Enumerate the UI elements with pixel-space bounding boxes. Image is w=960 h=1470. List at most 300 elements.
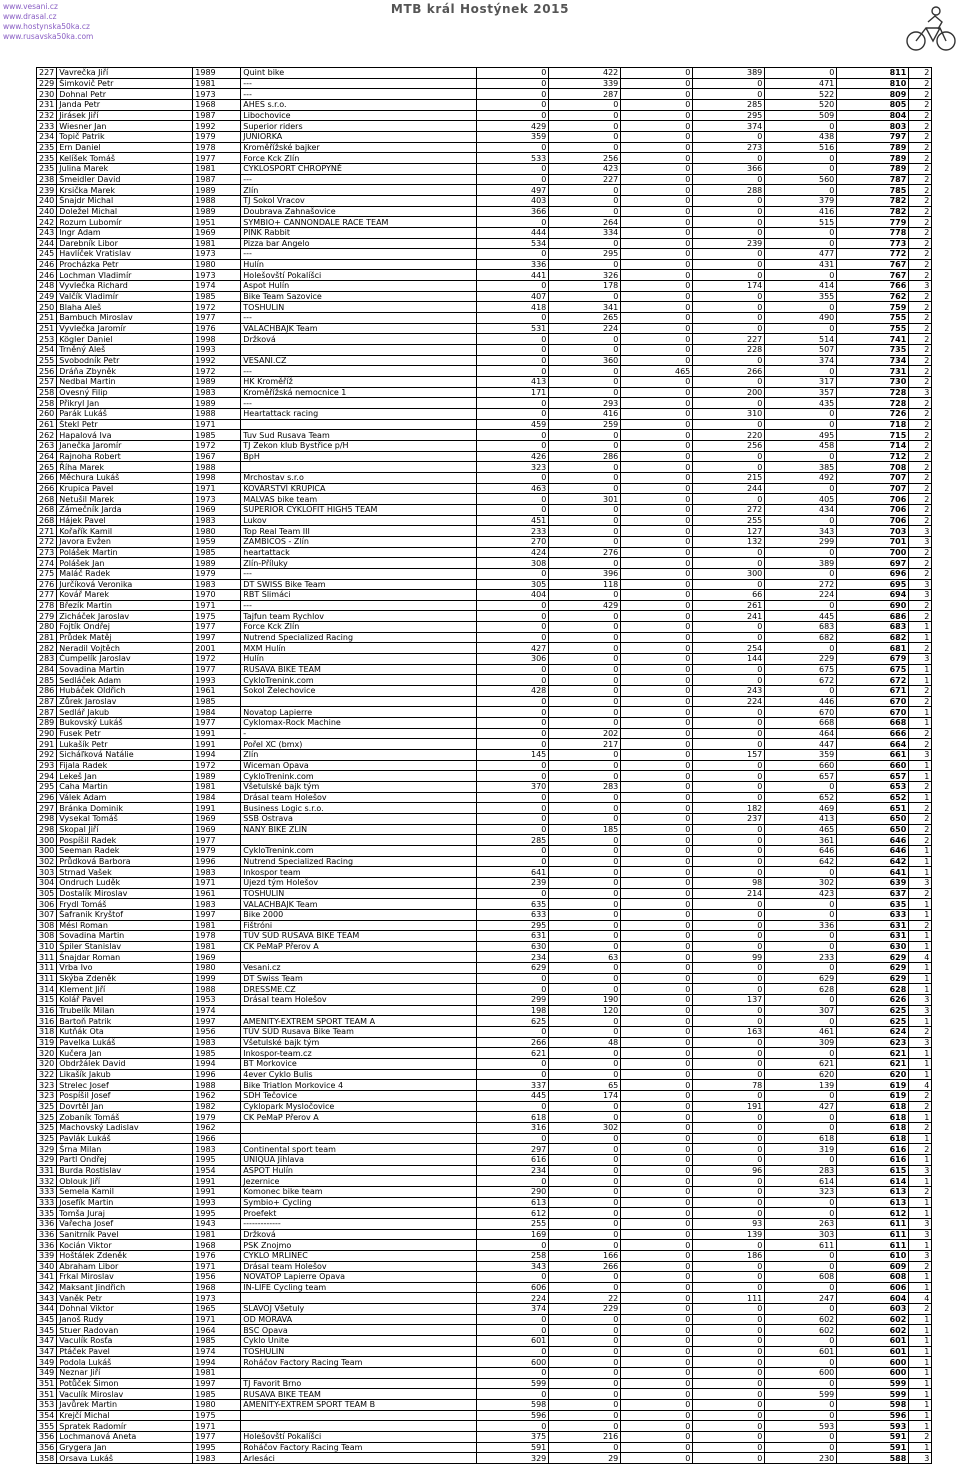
- header-link[interactable]: www.rusavska50ka.com: [3, 32, 94, 41]
- year-cell: 1975: [193, 1410, 241, 1421]
- table-row: [37, 1229, 932, 1240]
- team-cell: Zlín: [241, 750, 477, 761]
- name-cell: Spratek Radomír: [57, 1421, 193, 1432]
- count-cell: 2: [909, 600, 932, 611]
- race4-cell: 0: [693, 1304, 765, 1315]
- rank-cell: 283: [37, 654, 57, 665]
- race3-cell: 0: [621, 835, 693, 846]
- race3-cell: 0: [621, 1421, 693, 1432]
- table-row: [37, 1208, 932, 1219]
- table-row: [37, 1186, 932, 1197]
- count-cell: 1: [909, 1154, 932, 1165]
- count-cell: 2: [909, 366, 932, 377]
- total-cell: 628: [837, 984, 909, 995]
- total-cell: 805: [837, 99, 909, 110]
- race4-cell: 0: [693, 1048, 765, 1059]
- team-cell: Držková: [241, 1229, 477, 1240]
- table-row: [37, 952, 932, 963]
- race2-cell: 0: [549, 536, 621, 547]
- race5-cell: 319: [765, 1144, 837, 1155]
- race2-cell: 0: [549, 899, 621, 910]
- race3-cell: 0: [621, 174, 693, 185]
- name-cell: Wiesner Jan: [57, 121, 193, 132]
- total-cell: 601: [837, 1336, 909, 1347]
- table-row: [37, 718, 932, 729]
- race1-cell: 534: [477, 238, 549, 249]
- race3-cell: 0: [621, 1240, 693, 1251]
- team-cell: Kroměřížské bajker: [241, 142, 477, 153]
- total-cell: 701: [837, 536, 909, 547]
- race3-cell: 0: [621, 1272, 693, 1283]
- count-cell: 4: [909, 1293, 932, 1304]
- total-cell: 599: [837, 1389, 909, 1400]
- name-cell: Polášek Jan: [57, 558, 193, 569]
- race3-cell: 0: [621, 952, 693, 963]
- race2-cell: 0: [549, 707, 621, 718]
- total-cell: 621: [837, 1048, 909, 1059]
- race3-cell: 0: [621, 931, 693, 942]
- total-cell: 728: [837, 398, 909, 409]
- team-cell: BpH: [241, 451, 477, 462]
- team-cell: Nutrend Specialized Racing: [241, 856, 477, 867]
- race2-cell: 0: [549, 654, 621, 665]
- race1-cell: 0: [477, 1325, 549, 1336]
- race4-cell: 0: [693, 941, 765, 952]
- name-cell: Zobaník Tomáš: [57, 1112, 193, 1123]
- race4-cell: 0: [693, 579, 765, 590]
- race1-cell: 255: [477, 1218, 549, 1229]
- total-cell: 766: [837, 281, 909, 292]
- team-cell: ---: [241, 366, 477, 377]
- rank-cell: 345: [37, 1325, 57, 1336]
- rank-cell: 243: [37, 227, 57, 238]
- race4-cell: 0: [693, 718, 765, 729]
- rank-cell: 258: [37, 387, 57, 398]
- rank-cell: 244: [37, 238, 57, 249]
- table-row: [37, 803, 932, 814]
- team-cell: Komonec bike team: [241, 1186, 477, 1197]
- race1-cell: 266: [477, 1037, 549, 1048]
- race2-cell: 0: [549, 483, 621, 494]
- race4-cell: 0: [693, 1112, 765, 1123]
- total-cell: 787: [837, 174, 909, 185]
- team-cell: Proefekt: [241, 1208, 477, 1219]
- race2-cell: 0: [549, 696, 621, 707]
- year-cell: 1989: [193, 558, 241, 569]
- race2-cell: 0: [549, 675, 621, 686]
- name-cell: Hubáček Oldřich: [57, 686, 193, 697]
- table-row: [37, 1240, 932, 1251]
- race4-cell: 0: [693, 1421, 765, 1432]
- header-link[interactable]: www.vesani.cz: [3, 2, 58, 11]
- race1-cell: 359: [477, 131, 549, 142]
- name-cell: Procházka Petr: [57, 259, 193, 270]
- rank-cell: 266: [37, 472, 57, 483]
- table-row: [37, 931, 932, 942]
- count-cell: 2: [909, 835, 932, 846]
- race1-cell: 0: [477, 504, 549, 515]
- count-cell: 2: [909, 696, 932, 707]
- race5-cell: 683: [765, 622, 837, 633]
- total-cell: 650: [837, 813, 909, 824]
- year-cell: 1989: [193, 185, 241, 196]
- race1-cell: 591: [477, 1442, 549, 1453]
- count-cell: 2: [909, 558, 932, 569]
- race4-cell: 310: [693, 409, 765, 420]
- race1-cell: 306: [477, 654, 549, 665]
- total-cell: 646: [837, 835, 909, 846]
- count-cell: 3: [909, 281, 932, 292]
- race4-cell: 288: [693, 185, 765, 196]
- race3-cell: 0: [621, 153, 693, 164]
- race2-cell: 0: [549, 1240, 621, 1251]
- race4-cell: 0: [693, 760, 765, 771]
- race3-cell: 0: [621, 888, 693, 899]
- year-cell: 1971: [193, 600, 241, 611]
- count-cell: 1: [909, 1133, 932, 1144]
- count-cell: 3: [909, 590, 932, 601]
- race4-cell: 0: [693, 1186, 765, 1197]
- rank-cell: 339: [37, 1250, 57, 1261]
- name-cell: Vaculík Rosťa: [57, 1336, 193, 1347]
- race2-cell: 0: [549, 1112, 621, 1123]
- race3-cell: 0: [621, 494, 693, 505]
- total-cell: 609: [837, 1261, 909, 1272]
- race4-cell: 0: [693, 835, 765, 846]
- count-cell: 1: [909, 1378, 932, 1389]
- race2-cell: 0: [549, 792, 621, 803]
- race5-cell: 600: [765, 1368, 837, 1379]
- race1-cell: 497: [477, 185, 549, 196]
- total-cell: 714: [837, 440, 909, 451]
- rank-cell: 298: [37, 824, 57, 835]
- team-cell: [241, 462, 477, 473]
- race3-cell: 0: [621, 99, 693, 110]
- team-cell: RUSAVA BIKE TEAM: [241, 664, 477, 675]
- name-cell: Topič Patrik: [57, 131, 193, 142]
- race4-cell: 0: [693, 462, 765, 473]
- race5-cell: 629: [765, 973, 837, 984]
- total-cell: 675: [837, 664, 909, 675]
- race5-cell: 0: [765, 238, 837, 249]
- name-cell: Vyvlečka Richard: [57, 281, 193, 292]
- race5-cell: 359: [765, 750, 837, 761]
- race5-cell: 0: [765, 995, 837, 1006]
- race3-cell: 0: [621, 696, 693, 707]
- race4-cell: 99: [693, 952, 765, 963]
- team-cell: TJ Favorit Brno: [241, 1378, 477, 1389]
- rank-cell: 333: [37, 1186, 57, 1197]
- race4-cell: 0: [693, 355, 765, 366]
- name-cell: Válek Adam: [57, 792, 193, 803]
- race5-cell: 0: [765, 1282, 837, 1293]
- year-cell: 1999: [193, 973, 241, 984]
- race4-cell: 0: [693, 856, 765, 867]
- race1-cell: 0: [477, 110, 549, 121]
- count-cell: 2: [909, 547, 932, 558]
- name-cell: Kögler Daniel: [57, 334, 193, 345]
- count-cell: 2: [909, 611, 932, 622]
- year-cell: 1998: [193, 334, 241, 345]
- rank-cell: 253: [37, 334, 57, 345]
- rank-cell: 258: [37, 398, 57, 409]
- race1-cell: 0: [477, 334, 549, 345]
- race5-cell: 416: [765, 206, 837, 217]
- year-cell: 1969: [193, 813, 241, 824]
- count-cell: 1: [909, 1325, 932, 1336]
- race5-cell: 0: [765, 1400, 837, 1411]
- name-cell: Sedlář Jakub: [57, 707, 193, 718]
- team-cell: AHES s.r.o.: [241, 99, 477, 110]
- total-cell: 789: [837, 142, 909, 153]
- race4-cell: 0: [693, 920, 765, 931]
- race3-cell: 0: [621, 323, 693, 334]
- race2-cell: 0: [549, 526, 621, 537]
- total-cell: 614: [837, 1176, 909, 1187]
- rank-cell: 296: [37, 792, 57, 803]
- rank-cell: 292: [37, 750, 57, 761]
- race1-cell: 424: [477, 547, 549, 558]
- count-cell: 2: [909, 302, 932, 313]
- year-cell: 1953: [193, 995, 241, 1006]
- year-cell: 1981: [193, 941, 241, 952]
- year-cell: 1988: [193, 409, 241, 420]
- total-cell: 707: [837, 483, 909, 494]
- count-cell: 1: [909, 845, 932, 856]
- table-row: [37, 195, 932, 206]
- team-cell: TOSHULIN: [241, 1346, 477, 1357]
- total-cell: 697: [837, 558, 909, 569]
- year-cell: 1943: [193, 1218, 241, 1229]
- race5-cell: 0: [765, 409, 837, 420]
- race2-cell: 63: [549, 952, 621, 963]
- header-link[interactable]: www.drasal.cz: [3, 12, 57, 21]
- rank-cell: 325: [37, 1112, 57, 1123]
- table-row: [37, 1378, 932, 1389]
- race1-cell: 323: [477, 462, 549, 473]
- race5-cell: 0: [765, 68, 837, 79]
- race5-cell: 0: [765, 270, 837, 281]
- year-cell: 1979: [193, 131, 241, 142]
- team-cell: Hulín: [241, 654, 477, 665]
- table-row: [37, 899, 932, 910]
- race2-cell: 0: [549, 1421, 621, 1432]
- name-cell: Průdek Matěj: [57, 632, 193, 643]
- table-row: [37, 323, 932, 334]
- race5-cell: 230: [765, 1453, 837, 1464]
- race4-cell: 244: [693, 483, 765, 494]
- total-cell: 706: [837, 504, 909, 515]
- team-cell: Drásal team Holešov: [241, 1261, 477, 1272]
- race2-cell: 0: [549, 590, 621, 601]
- total-cell: 666: [837, 728, 909, 739]
- race5-cell: 0: [765, 941, 837, 952]
- year-cell: 1997: [193, 909, 241, 920]
- race5-cell: 0: [765, 568, 837, 579]
- race5-cell: 0: [765, 451, 837, 462]
- race4-cell: 261: [693, 600, 765, 611]
- total-cell: 706: [837, 515, 909, 526]
- race1-cell: 635: [477, 899, 549, 910]
- race3-cell: 0: [621, 1080, 693, 1091]
- race4-cell: 0: [693, 771, 765, 782]
- race2-cell: 0: [549, 686, 621, 697]
- team-cell: Bike Triatlon Morkovice 4: [241, 1080, 477, 1091]
- name-cell: Blaha Aleš: [57, 302, 193, 313]
- race5-cell: 427: [765, 1101, 837, 1112]
- total-cell: 679: [837, 654, 909, 665]
- table-row: [37, 515, 932, 526]
- year-cell: 1985: [193, 291, 241, 302]
- race2-cell: 0: [549, 238, 621, 249]
- year-cell: 1969: [193, 952, 241, 963]
- race4-cell: 0: [693, 131, 765, 142]
- table-row: [37, 909, 932, 920]
- race3-cell: 0: [621, 792, 693, 803]
- race5-cell: 660: [765, 760, 837, 771]
- race2-cell: 0: [549, 1389, 621, 1400]
- race4-cell: 0: [693, 1346, 765, 1357]
- name-cell: Obdržálek David: [57, 1059, 193, 1070]
- race2-cell: 265: [549, 313, 621, 324]
- table-row: [37, 440, 932, 451]
- race5-cell: 307: [765, 1005, 837, 1016]
- year-cell: 1956: [193, 1272, 241, 1283]
- table-row: [37, 1101, 932, 1112]
- count-cell: 2: [909, 781, 932, 792]
- team-cell: Continental sport team: [241, 1144, 477, 1155]
- rank-cell: 231: [37, 99, 57, 110]
- race4-cell: 0: [693, 1197, 765, 1208]
- race4-cell: 0: [693, 845, 765, 856]
- team-cell: ASPOT Hulín: [241, 1165, 477, 1176]
- name-cell: Lochman Vladimír: [57, 270, 193, 281]
- year-cell: 1996: [193, 1069, 241, 1080]
- rank-cell: 284: [37, 664, 57, 675]
- rank-cell: 265: [37, 462, 57, 473]
- rank-cell: 239: [37, 185, 57, 196]
- team-cell: Arlesáci: [241, 1453, 477, 1464]
- race2-cell: 0: [549, 1186, 621, 1197]
- year-cell: 1985: [193, 696, 241, 707]
- rank-cell: 256: [37, 366, 57, 377]
- name-cell: Rajnoha Robert: [57, 451, 193, 462]
- race1-cell: 631: [477, 931, 549, 942]
- name-cell: Strelec Josef: [57, 1080, 193, 1091]
- rank-cell: 315: [37, 995, 57, 1006]
- name-cell: Kolář Pavel: [57, 995, 193, 1006]
- team-cell: ---: [241, 398, 477, 409]
- rank-cell: 336: [37, 1240, 57, 1251]
- count-cell: 2: [909, 440, 932, 451]
- race2-cell: 0: [549, 185, 621, 196]
- race3-cell: 0: [621, 1410, 693, 1421]
- table-row: [37, 1336, 932, 1347]
- count-cell: 1: [909, 1357, 932, 1368]
- race4-cell: 98: [693, 877, 765, 888]
- year-cell: 1991: [193, 728, 241, 739]
- race1-cell: 0: [477, 1101, 549, 1112]
- race2-cell: 423: [549, 163, 621, 174]
- race3-cell: 0: [621, 281, 693, 292]
- year-cell: 1964: [193, 1325, 241, 1336]
- race1-cell: 533: [477, 153, 549, 164]
- race3-cell: 0: [621, 334, 693, 345]
- header-link[interactable]: www.hostynska50ka.cz: [3, 22, 90, 31]
- year-cell: 1973: [193, 494, 241, 505]
- table-row: [37, 259, 932, 270]
- race5-cell: 0: [765, 515, 837, 526]
- year-cell: 1982: [193, 1101, 241, 1112]
- race5-cell: 0: [765, 1112, 837, 1123]
- table-row: [37, 430, 932, 441]
- race1-cell: 308: [477, 558, 549, 569]
- year-cell: 1989: [193, 771, 241, 782]
- count-cell: 1: [909, 760, 932, 771]
- count-cell: 2: [909, 355, 932, 366]
- year-cell: 1992: [193, 355, 241, 366]
- total-cell: 772: [837, 249, 909, 260]
- rank-cell: 261: [37, 419, 57, 430]
- year-cell: 1973: [193, 270, 241, 281]
- team-cell: Pořel XC (bmx): [241, 739, 477, 750]
- race5-cell: 0: [765, 1208, 837, 1219]
- year-cell: 1972: [193, 440, 241, 451]
- race4-cell: 78: [693, 1080, 765, 1091]
- race5-cell: 514: [765, 334, 837, 345]
- total-cell: 652: [837, 792, 909, 803]
- table-row: [37, 611, 932, 622]
- count-cell: 2: [909, 430, 932, 441]
- results-table: [36, 67, 932, 1464]
- name-cell: Šafranik Kryštof: [57, 909, 193, 920]
- race2-cell: 293: [549, 398, 621, 409]
- table-row: [37, 1080, 932, 1091]
- rank-cell: 235: [37, 163, 57, 174]
- count-cell: 2: [909, 1122, 932, 1133]
- race1-cell: 403: [477, 195, 549, 206]
- race2-cell: 22: [549, 1293, 621, 1304]
- table-row: [37, 590, 932, 601]
- team-cell: SSB Ostrava: [241, 813, 477, 824]
- race5-cell: 0: [765, 899, 837, 910]
- race4-cell: 220: [693, 430, 765, 441]
- race1-cell: 0: [477, 760, 549, 771]
- name-cell: Klement Jiří: [57, 984, 193, 995]
- rank-cell: 294: [37, 771, 57, 782]
- name-cell: Dovrtěl Jan: [57, 1101, 193, 1112]
- race1-cell: 427: [477, 643, 549, 654]
- rank-cell: 287: [37, 696, 57, 707]
- race3-cell: 0: [621, 813, 693, 824]
- year-cell: 1981: [193, 1368, 241, 1379]
- table-row: [37, 291, 932, 302]
- race4-cell: 144: [693, 654, 765, 665]
- race5-cell: 621: [765, 1059, 837, 1070]
- team-cell: SDH Tečovice: [241, 1091, 477, 1102]
- year-cell: 1974: [193, 281, 241, 292]
- race2-cell: 0: [549, 1378, 621, 1389]
- name-cell: Dostalík Miroslav: [57, 888, 193, 899]
- race4-cell: 0: [693, 792, 765, 803]
- race3-cell: 0: [621, 1336, 693, 1347]
- count-cell: 2: [909, 142, 932, 153]
- team-cell: SLAVOJ Všetuly: [241, 1304, 477, 1315]
- race3-cell: 0: [621, 110, 693, 121]
- year-cell: 1981: [193, 238, 241, 249]
- count-cell: 2: [909, 888, 932, 899]
- team-cell: Cyklo Unite: [241, 1336, 477, 1347]
